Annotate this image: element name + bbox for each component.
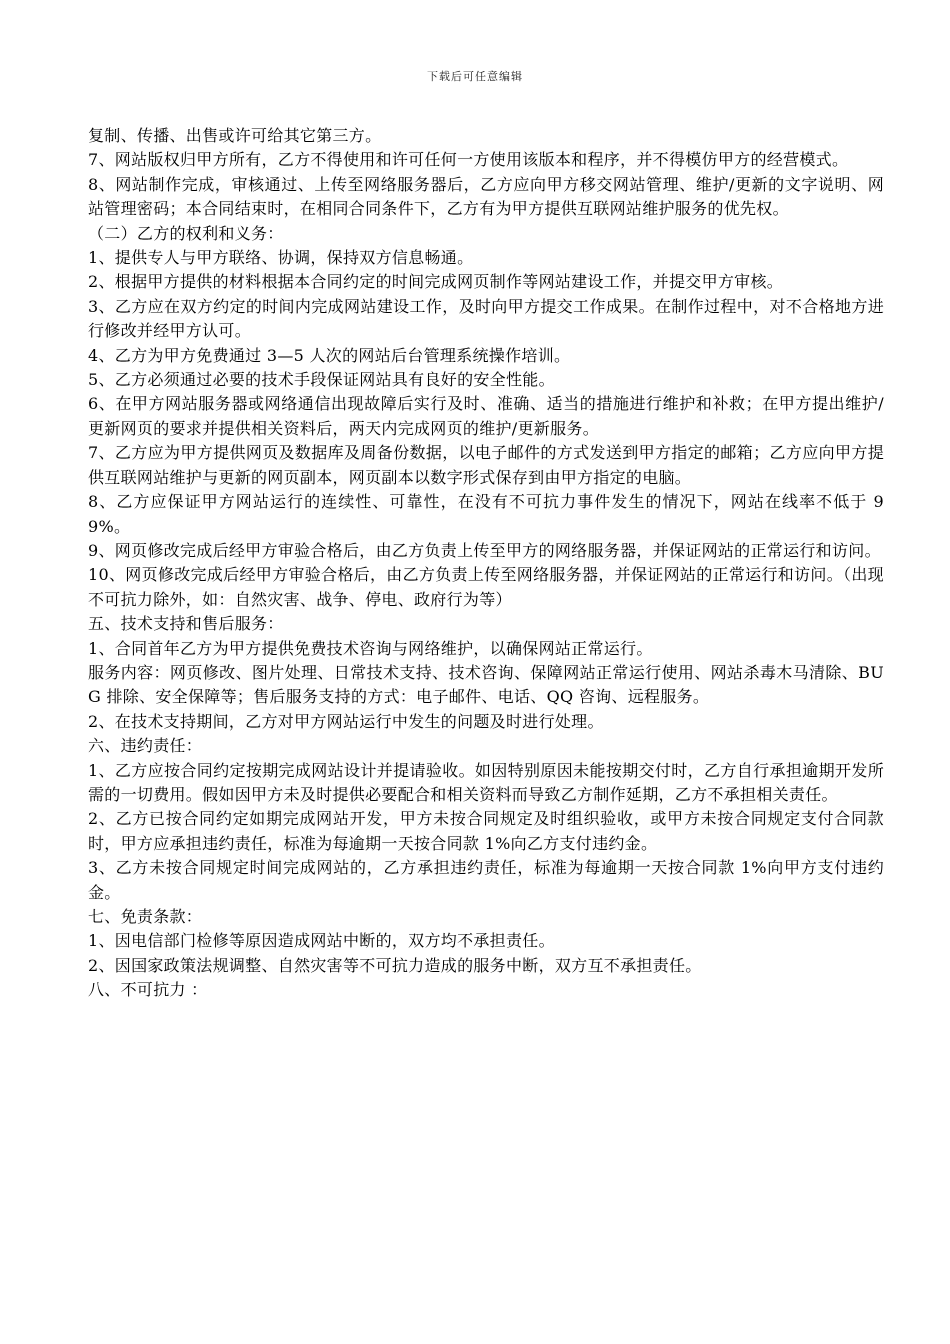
section-heading: 六、违约责任：: [88, 736, 203, 756]
section-heading: 七、免责条款：: [88, 907, 203, 926]
paragraph: 7、乙方应为甲方提供网页及数据库及周备份数据，以电子邮件的方式发送到甲方指定的邮箱；乙方应向甲方提供互联网站维护与更新的网页副本，网页副本以数字形式保存到由甲方指定的电脑。: [88, 443, 884, 487]
paragraph: 1、乙方应按合同约定按期完成网站设计并提请验收。如因特别原因未能按期交付时，乙方自行承担逾期开发所需的一切费用。假如因甲方未及时提供必要配合和相关资料而导致乙方制作延期，乙方不承担相关责任。: [88, 760, 884, 804]
paragraph: 8、网站制作完成，审核通过、上传至网络服务器后，乙方应向甲方移交网站管理、维护/更新的文字说明、网站管理密码；本合同结束时，在相同合同条件下，乙方有为甲方提供互联网站维护服务的优先权。: [88, 174, 884, 219]
paragraph: 1、因电信部门检修等原因造成网站中断的，双方均不承担责任。: [88, 931, 555, 951]
paragraph: 5、乙方必须通过必要的技术手段保证网站具有良好的安全性能。: [88, 370, 555, 390]
section-heading: 五、技术支持和售后服务：: [88, 614, 284, 634]
paragraph: 1、提供专人与甲方联络、协调，保持双方信息畅通。: [88, 248, 474, 268]
paragraph: 2、在技术支持期间，乙方对甲方网站运行中发生的问题及时进行处理。: [88, 711, 604, 731]
paragraph: 6、在甲方网站服务器或网络通信出现故障后实行及时、准确、适当的措施进行维护和补救；在甲方提出维护/更新网页的要求并提供相关资料后，两天内完成网页的维护/更新服务。: [88, 394, 884, 438]
paragraph: 9、网页修改完成后经甲方审验合格后，由乙方负责上传至甲方的网络服务器，并保证网站的正常运行和访问。: [88, 540, 881, 560]
paragraph: 2、根据甲方提供的材料根据本合同约定的时间完成网页制作等网站建设工作，并提交甲方审核。: [88, 272, 784, 292]
document-body: [88, 124, 884, 1003]
paragraph: 8、乙方应保证甲方网站运行的连续性、可靠性，在没有不可抗力事件发生的情况下，网站在线率不低于 99%。: [88, 492, 884, 536]
paragraph: 7、网站版权归甲方所有，乙方不得使用和许可任何一方使用该版本和程序，并不得模仿甲方的经营模式。: [88, 150, 849, 170]
paragraph: 3、乙方未按合同规定时间完成网站的，乙方承担违约责任，标准为每逾期一天按合同款 1%向甲方支付违约金。: [88, 858, 884, 902]
section-heading: 八、不可抗力 ：: [88, 980, 208, 1000]
paragraph: 2、因国家政策法规调整、自然灾害等不可抗力造成的服务中断，双方互不承担责任。: [88, 955, 702, 975]
paragraph: 服务内容：网页修改、图片处理、日常技术支持、技术咨询、保障网站正常运行使用、网站杀毒木马清除、BUG 排除、安全保障等；售后服务支持的方式：电子邮件、电话、QQ 咨询、远程服务。: [88, 662, 884, 707]
paragraph: 3、乙方应在双方约定的时间内完成网站建设工作，及时向甲方提交工作成果。在制作过程中，对不合格地方进行修改并经甲方认可。: [88, 296, 884, 341]
section-heading: （二）乙方的权利和义务：: [88, 223, 284, 243]
paragraph: 1、合同首年乙方为甲方提供免费技术咨询与网络维护，以确保网站正常运行。: [88, 638, 653, 658]
paragraph: 4、乙方为甲方免费通过 3—5 人次的网站后台管理系统操作培训。: [88, 345, 571, 365]
page-header: 下载后可任意编辑: [427, 70, 523, 83]
paragraph: 10、网页修改完成后经甲方审验合格后，由乙方负责上传至网络服务器，并保证网站的正常运行和访问。（出现不可抗力除外，如：自然灾害、战争、停电、政府行为等）: [88, 565, 884, 609]
paragraph: 2、乙方已按合同约定如期完成网站开发，甲方未按合同规定及时组织验收，或甲方未按合同规定支付合同款时，甲方应承担违约责任，标准为每逾期一天按合同款 1%向乙方支付违约金。: [88, 809, 884, 853]
paragraph: 复制、传播、出售或许可给其它第三方。: [88, 126, 382, 145]
